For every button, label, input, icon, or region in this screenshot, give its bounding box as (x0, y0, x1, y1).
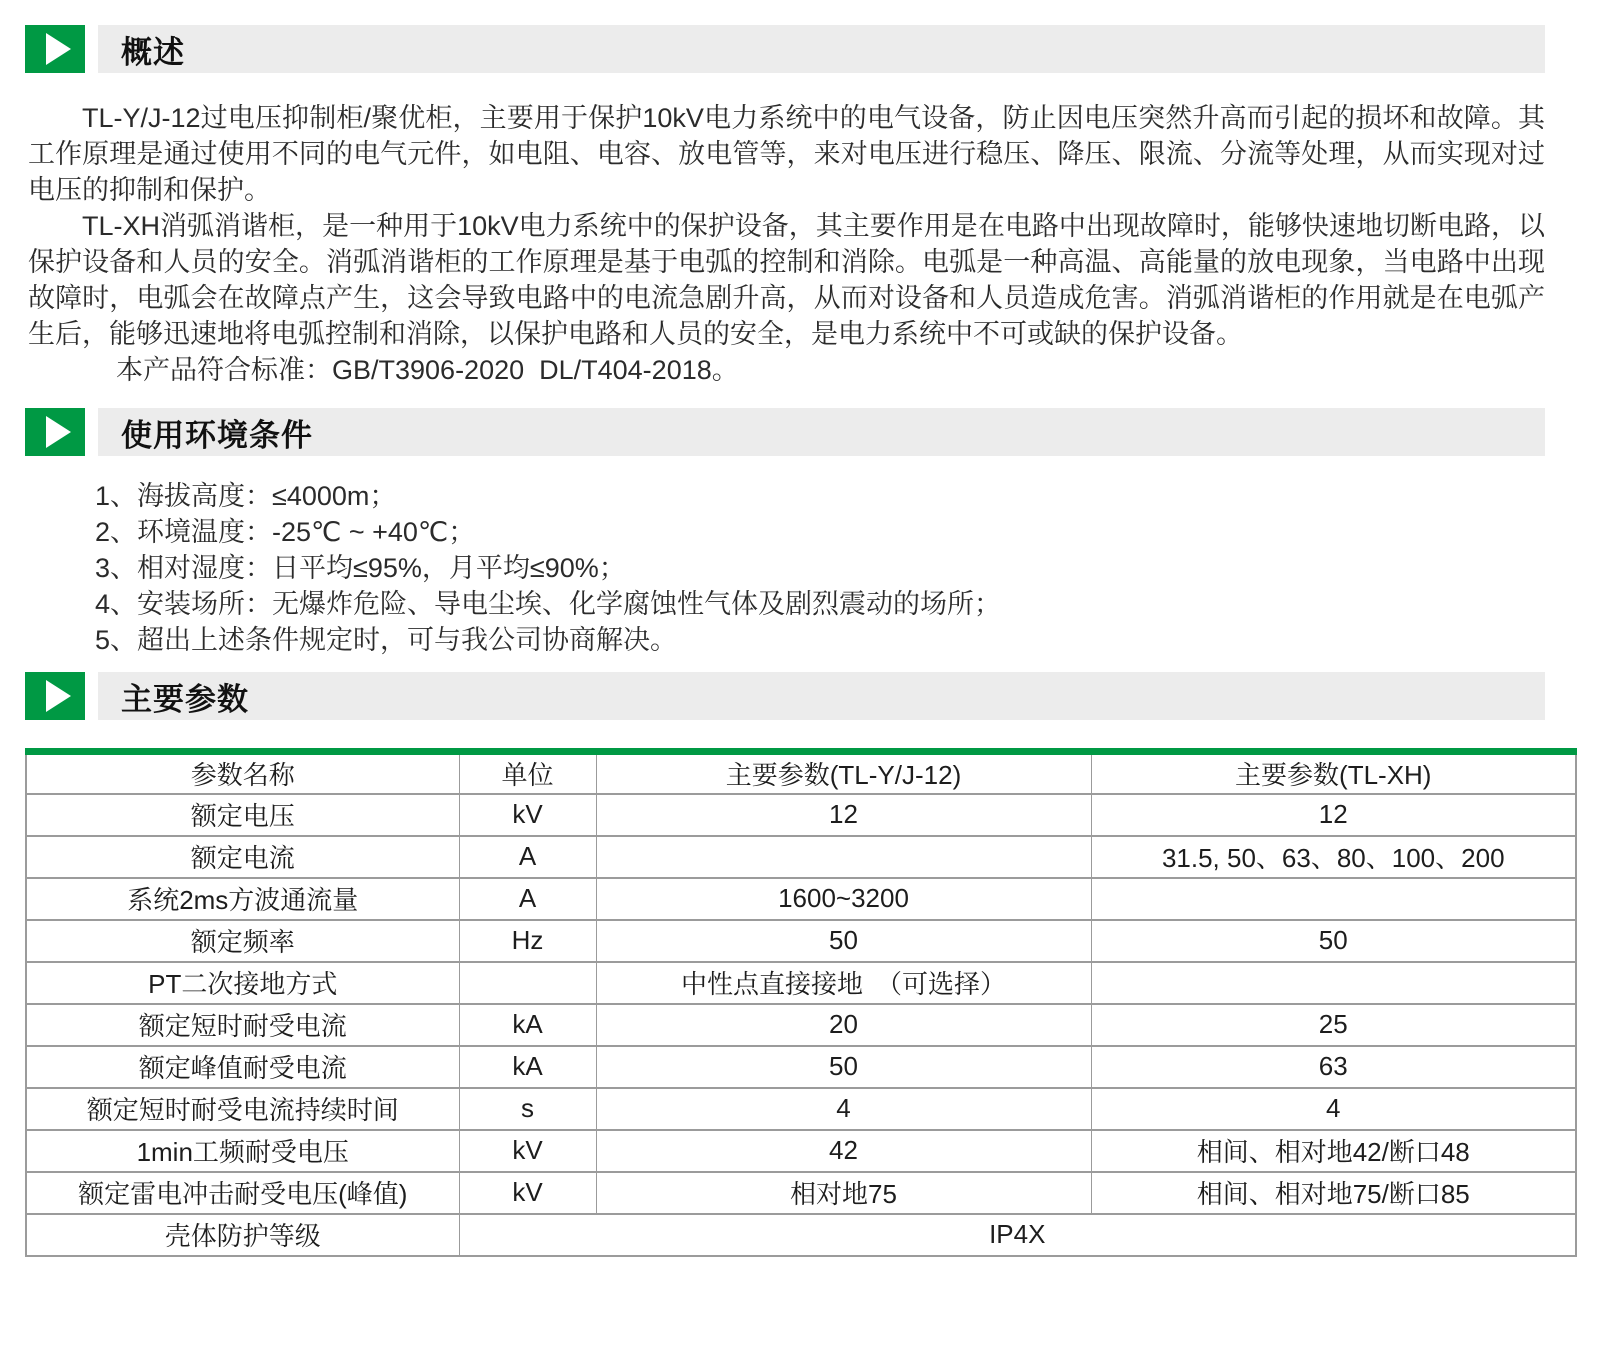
table-cell: kA (459, 1004, 596, 1046)
table-row (26, 962, 1576, 1004)
table-cell: IP4X (459, 1214, 1576, 1256)
table-cell: 额定短时耐受电流持续时间 (26, 1088, 459, 1130)
table-cell: 4 (1091, 1088, 1576, 1130)
table-row (26, 1046, 1576, 1088)
table-row (26, 1130, 1576, 1172)
table-cell: s (459, 1088, 596, 1130)
env-condition-item: 4、安装场所：无爆炸危险、导电尘埃、化学腐蚀性气体及剧烈震动的场所； (95, 589, 1002, 619)
table-header-cell: 参数名称 (26, 752, 459, 794)
table-cell (1091, 962, 1576, 1004)
section-title-bar (98, 408, 1545, 456)
table-cell: 4 (596, 1088, 1091, 1130)
table-header-cell: 单位 (459, 752, 596, 794)
table-row (26, 1004, 1576, 1046)
play-icon (46, 680, 71, 712)
table-cell: 50 (1091, 920, 1576, 962)
table-cell: 63 (1091, 1046, 1576, 1088)
parameters-table (25, 748, 1577, 1257)
table-cell: 系统2ms方波通流量 (26, 878, 459, 920)
table-header-cell: 主要参数(TL-XH) (1091, 752, 1576, 794)
section-marker (25, 672, 85, 720)
table-row (26, 836, 1576, 878)
table-cell: 相对地75 (596, 1172, 1091, 1214)
env-condition-item: 1、海拔高度：≤4000m； (95, 481, 397, 511)
table-cell: 12 (596, 794, 1091, 836)
table-cell: 额定短时耐受电流 (26, 1004, 459, 1046)
table-row (26, 794, 1576, 836)
table-cell: kV (459, 1172, 596, 1214)
table-cell: 25 (1091, 1004, 1576, 1046)
table-cell: 50 (596, 920, 1091, 962)
env-condition-item: 2、环境温度：-25℃ ~ +40℃； (95, 517, 476, 547)
standards-line: 本产品符合标准：GB/T3906-2020 DL/T404-2018。 (116, 355, 739, 385)
table-footer-row (26, 1214, 1576, 1256)
table-cell: PT二次接地方式 (26, 962, 459, 1004)
overview-paragraph: TL-XH消弧消谐柜，是一种用于10kV电力系统中的保护设备，其主要作用是在电路中出现故障时，能够快速地切断电路，以保护设备和人员的安全。消弧消谐柜的工作原理是基于电弧的控制和消除。电弧是一种高温、高能量的放电现象，当电路中出现故障时，电弧会在故障点产生，这会导致电路中的电流急剧升高，从而对设备和人员造成危害。消弧消谐柜的作用就是在电弧产生后，能够迅速地将电弧控制和消除，以保护电路和人员的安全，是电力系统中不可或缺的保护设备。 (28, 211, 1545, 349)
section-marker (25, 408, 85, 456)
table-row (26, 878, 1576, 920)
section-header-environment (25, 408, 1545, 456)
table-cell: 1min工频耐受电压 (26, 1130, 459, 1172)
table-header-row (26, 752, 1576, 794)
section-header-overview (25, 25, 1545, 73)
table-cell: 额定电压 (26, 794, 459, 836)
table-cell: 额定电流 (26, 836, 459, 878)
table-cell: kV (459, 1130, 596, 1172)
table-cell: 12 (1091, 794, 1576, 836)
table-cell: kV (459, 794, 596, 836)
section-header-parameters (25, 672, 1545, 720)
table-row (26, 920, 1576, 962)
table-cell (1091, 878, 1576, 920)
parameters-table-wrap (25, 748, 1575, 1257)
table-cell: 中性点直接接地 （可选择） (596, 962, 1091, 1004)
section-title-overview: 概述 (121, 34, 185, 70)
section-marker (25, 25, 85, 73)
table-cell: 额定雷电冲击耐受电压(峰值) (26, 1172, 459, 1214)
table-cell (459, 962, 596, 1004)
table-cell: 50 (596, 1046, 1091, 1088)
table-cell: kA (459, 1046, 596, 1088)
play-icon (46, 33, 71, 65)
table-cell: 20 (596, 1004, 1091, 1046)
section-title-environment: 使用环境条件 (121, 417, 313, 453)
table-cell: Hz (459, 920, 596, 962)
overview-text-block (28, 100, 1545, 388)
table-cell: 壳体防护等级 (26, 1214, 459, 1256)
table-cell (596, 836, 1091, 878)
table-cell: 31.5, 50、63、80、100、200 (1091, 836, 1576, 878)
overview-paragraph: TL-Y/J-12过电压抑制柜/聚优柜，主要用于保护10kV电力系统中的电气设备，防止因电压突然升高而引起的损坏和故障。其工作原理是通过使用不同的电气元件，如电阻、电容、放电管等，来对电压进行稳压、降压、限流、分流等处理，从而实现对过电压的抑制和保护。 (28, 103, 1545, 205)
table-cell: A (459, 878, 596, 920)
table-cell: 相间、相对地75/断口85 (1091, 1172, 1576, 1214)
table-cell: A (459, 836, 596, 878)
table-cell: 额定峰值耐受电流 (26, 1046, 459, 1088)
play-icon (46, 416, 71, 448)
section-title-bar (98, 672, 1545, 720)
table-row (26, 1172, 1576, 1214)
table-cell: 42 (596, 1130, 1091, 1172)
table-row (26, 1088, 1576, 1130)
table-header-cell: 主要参数(TL-Y/J-12) (596, 752, 1091, 794)
env-condition-item: 3、相对湿度：日平均≤95%，月平均≤90%； (95, 553, 626, 583)
table-cell: 额定频率 (26, 920, 459, 962)
table-cell: 1600~3200 (596, 878, 1091, 920)
env-condition-item: 5、超出上述条件规定时，可与我公司协商解决。 (95, 625, 678, 655)
section-title-bar (98, 25, 1545, 73)
table-cell: 相间、相对地42/断口48 (1091, 1130, 1576, 1172)
section-title-parameters: 主要参数 (121, 681, 249, 717)
environment-conditions-list (95, 478, 1560, 658)
